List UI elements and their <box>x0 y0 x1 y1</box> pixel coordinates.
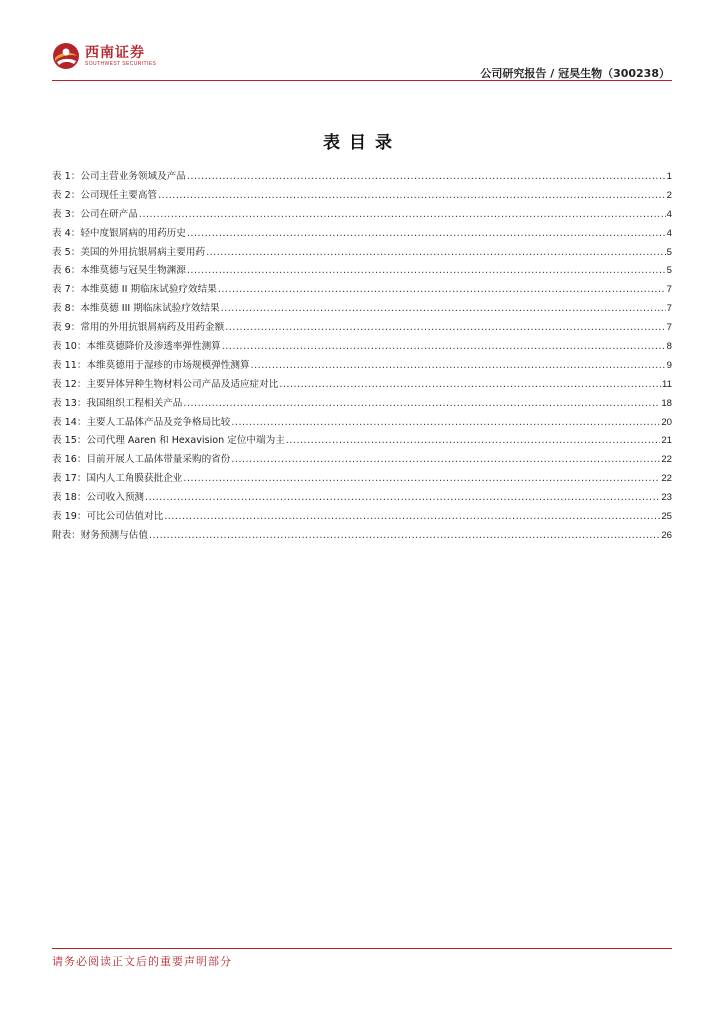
toc-entry-label: 表 10：本维莫德降价及渗透率弹性测算 <box>52 341 221 353</box>
toc-entry-page-number: 11 <box>662 378 672 390</box>
toc-entry-page-number: 5 <box>666 265 672 277</box>
toc-entry[interactable] <box>52 244 672 263</box>
footer-disclaimer: 请务必阅读正文后的重要声明部分 <box>52 955 232 968</box>
toc-entry[interactable] <box>52 357 672 376</box>
footer-divider <box>52 948 672 949</box>
toc-entry-label: 表 16：目前开展人工晶体带量采购的省份 <box>52 454 231 466</box>
toc-entry-label: 表 6：本维莫德与冠昊生物渊源 <box>52 265 186 277</box>
toc-dot-leader <box>187 171 666 182</box>
southwest-securities-logo-icon <box>52 42 80 70</box>
toc-entry-label: 表 13：我国组织工程相关产品 <box>52 397 183 409</box>
toc-entry-page-number: 21 <box>661 435 672 447</box>
toc-entry-page-number: 7 <box>666 322 672 334</box>
toc-dot-leader <box>149 530 660 541</box>
toc-dot-leader <box>221 303 666 314</box>
page-header <box>52 40 672 82</box>
toc-dot-leader <box>206 247 666 258</box>
toc-entry-page-number: 25 <box>661 511 672 523</box>
toc-dot-leader <box>183 473 660 484</box>
toc-entry-label: 表 14：主要人工晶体产品及竞争格局比较 <box>52 416 231 428</box>
toc-entry-label: 表 9：常用的外用抗银屑病药及用药金额 <box>52 322 225 334</box>
toc-entry-label: 表 19：可比公司估值对比 <box>52 511 164 523</box>
toc-entry-page-number: 2 <box>666 189 672 201</box>
toc-entry-label: 表 3：公司在研产品 <box>52 208 138 220</box>
toc-entry-page-number: 23 <box>661 492 672 504</box>
toc-entry-label: 表 17：国内人工角膜获批企业 <box>52 473 183 485</box>
toc-dot-leader <box>187 265 666 276</box>
toc-entry[interactable] <box>52 262 672 281</box>
toc-entry-label: 表 18：公司收入预测 <box>52 492 145 504</box>
company-logo <box>52 42 156 70</box>
toc-entry[interactable] <box>52 395 672 414</box>
toc-entry-page-number: 1 <box>666 171 672 182</box>
toc-entry-page-number: 7 <box>666 284 672 296</box>
toc-entry-label: 表 1：公司主营业务领域及产品 <box>52 171 186 182</box>
table-of-contents <box>52 168 672 546</box>
header-divider <box>52 80 672 81</box>
toc-dot-leader <box>231 454 660 465</box>
toc-entry[interactable] <box>52 338 672 357</box>
toc-entry-page-number: 26 <box>661 529 672 541</box>
toc-entry[interactable] <box>52 376 672 395</box>
toc-entry[interactable] <box>52 168 672 187</box>
toc-entry[interactable] <box>52 527 672 546</box>
toc-entry[interactable] <box>52 489 672 508</box>
toc-dot-leader <box>225 322 665 333</box>
toc-entry-label: 表 7：本维莫德 II 期临床试验疗效结果 <box>52 284 217 296</box>
toc-entry-page-number: 22 <box>661 473 672 485</box>
toc-entry-page-number: 22 <box>661 454 672 466</box>
toc-entry-label: 表 12：主要异体异种生物材料公司产品及适应症对比 <box>52 378 279 390</box>
toc-dot-leader <box>251 360 666 371</box>
toc-entry-label: 表 5：美国的外用抗银屑病主要用药 <box>52 246 206 258</box>
toc-entry[interactable] <box>52 187 672 206</box>
toc-entry[interactable] <box>52 508 672 527</box>
toc-entry[interactable] <box>52 206 672 225</box>
toc-entry-label: 表 4：轻中度银屑病的用药历史 <box>52 227 186 239</box>
toc-entry-label: 表 15：公司代理 Aaren 和 Hexavision 定位中端为主 <box>52 435 285 447</box>
toc-entry[interactable] <box>52 225 672 244</box>
toc-entry[interactable] <box>52 451 672 470</box>
toc-dot-leader <box>187 228 666 239</box>
toc-entry[interactable] <box>52 319 672 338</box>
page-title: 表目录 <box>323 133 401 153</box>
toc-entry-page-number: 20 <box>661 416 672 428</box>
toc-entry-label: 表 8：本维莫德 III 期临床试验疗效结果 <box>52 303 220 315</box>
toc-entry-label: 附表：财务预测与估值 <box>52 529 148 541</box>
toc-dot-leader <box>183 398 660 409</box>
toc-entry-page-number: 18 <box>661 397 672 409</box>
logo-english-name: SOUTHWEST SECURITIES <box>85 61 157 67</box>
toc-dot-leader <box>158 190 666 201</box>
toc-entry[interactable] <box>52 281 672 300</box>
toc-dot-leader <box>222 341 666 352</box>
toc-entry[interactable] <box>52 414 672 433</box>
toc-entry-label: 表 11：本维莫德用于湿疹的市场规模弹性测算 <box>52 359 250 371</box>
toc-dot-leader <box>279 379 661 390</box>
toc-entry-page-number: 9 <box>666 359 672 371</box>
toc-entry-page-number: 4 <box>666 208 672 220</box>
toc-dot-leader <box>286 435 661 446</box>
toc-entry[interactable] <box>52 470 672 489</box>
toc-entry-page-number: 5 <box>666 246 672 258</box>
toc-entry[interactable] <box>52 300 672 319</box>
toc-entry-page-number: 8 <box>666 341 672 353</box>
toc-dot-leader <box>139 209 666 220</box>
toc-entry-page-number: 4 <box>666 227 672 239</box>
toc-entry-page-number: 7 <box>666 303 672 315</box>
toc-dot-leader <box>218 284 666 295</box>
toc-dot-leader <box>231 417 660 428</box>
toc-dot-leader <box>164 511 660 522</box>
toc-dot-leader <box>145 492 660 503</box>
toc-entry-label: 表 2：公司现任主要高管 <box>52 189 158 201</box>
report-info: 公司研究报告 / 冠昊生物（300238） <box>480 67 670 80</box>
logo-chinese-name: 西南证券 <box>85 45 145 61</box>
toc-entry[interactable] <box>52 432 672 451</box>
